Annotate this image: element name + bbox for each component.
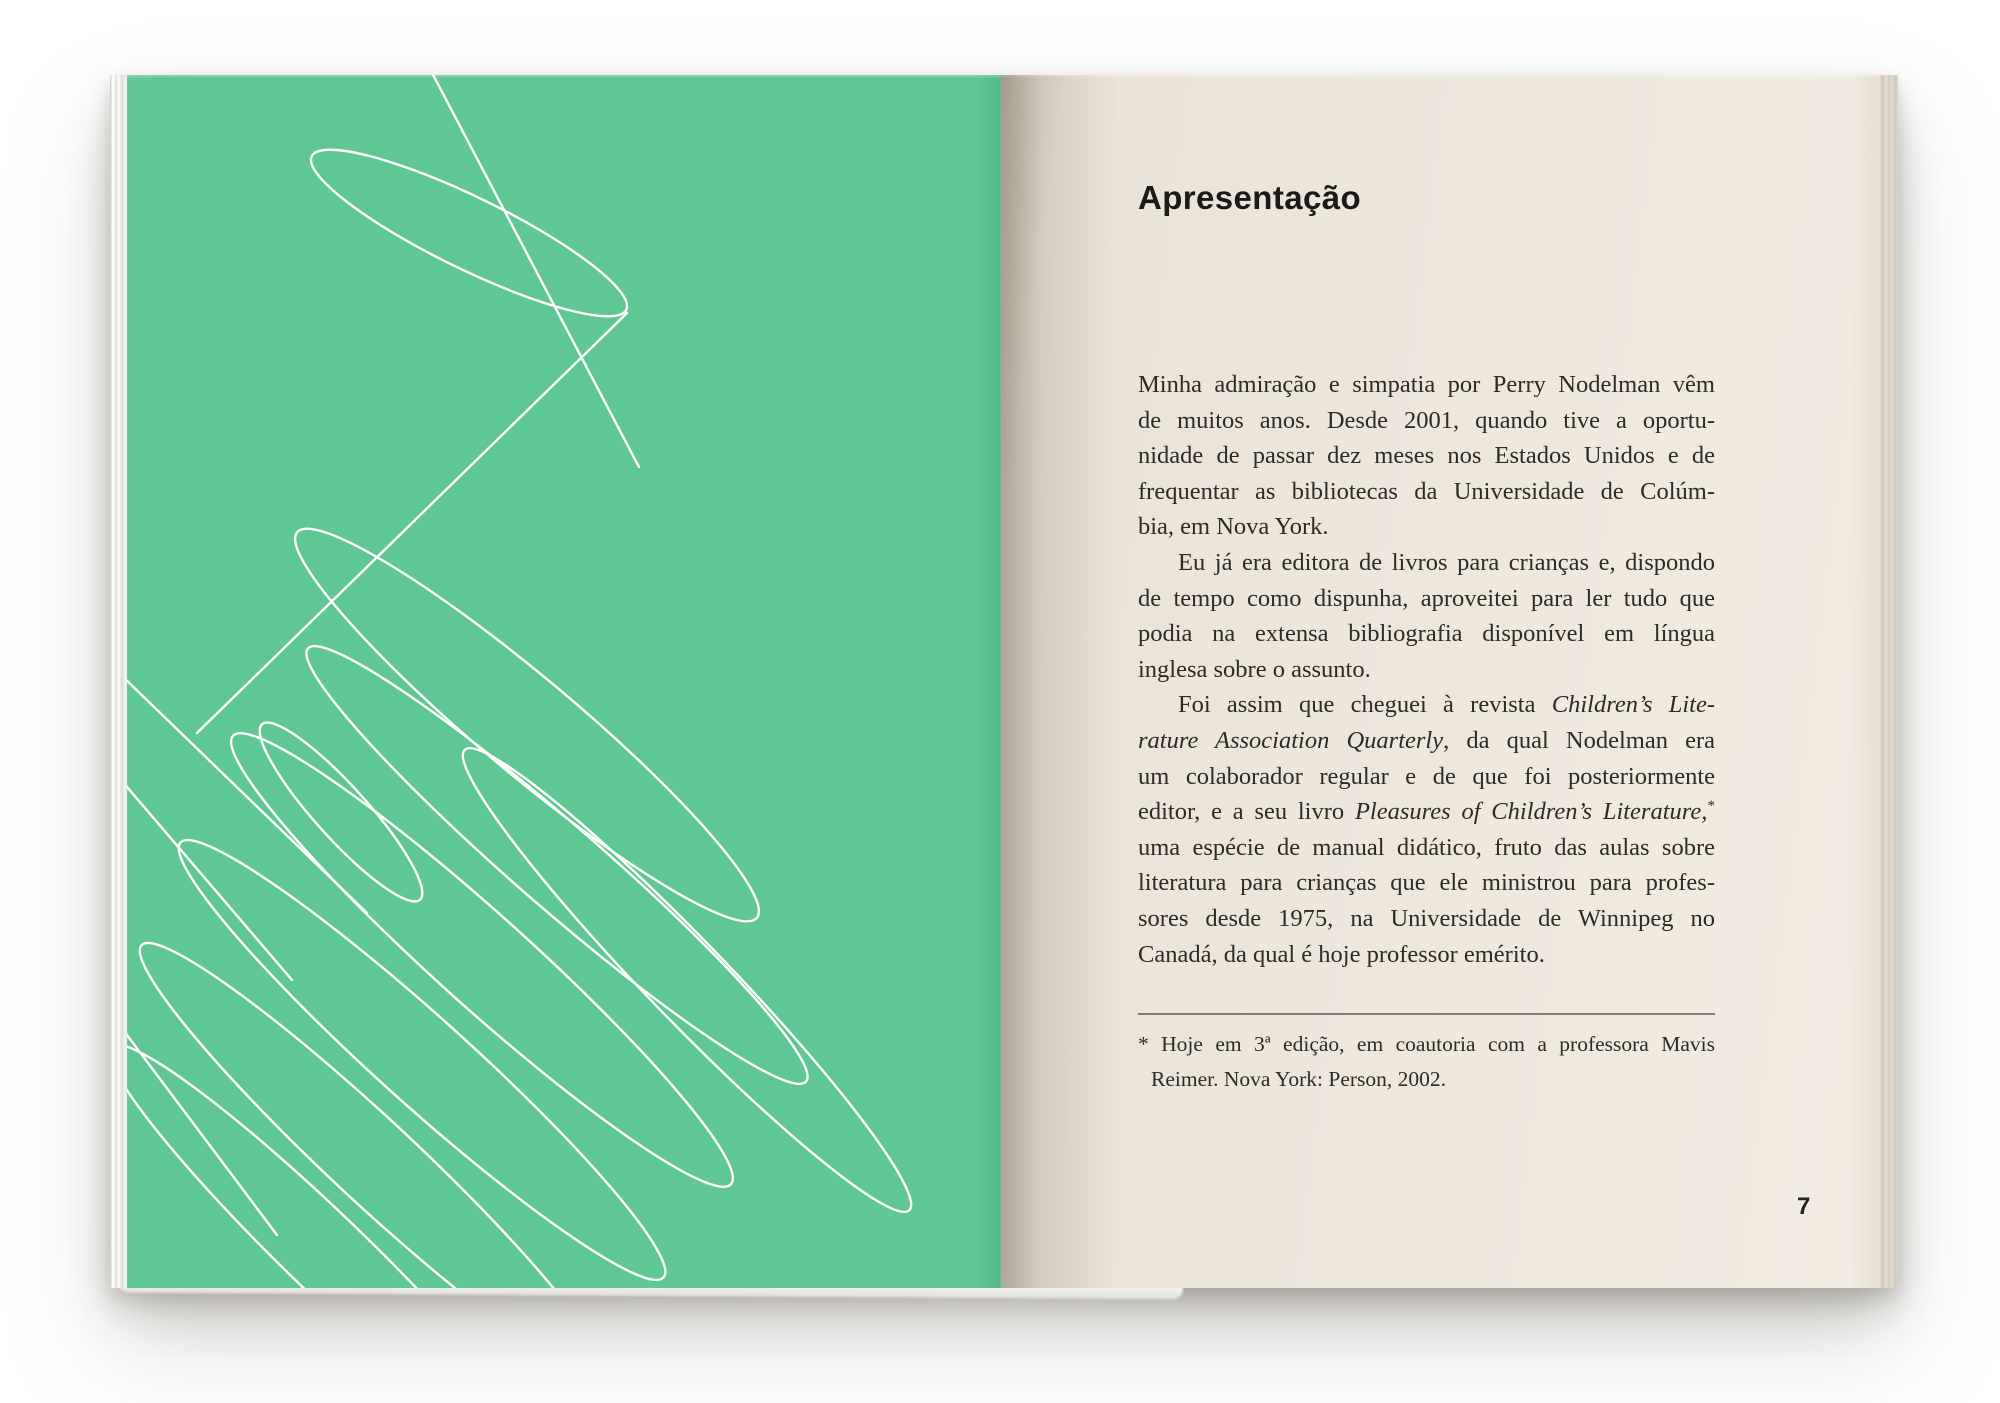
right-page-stack-edge [1880,75,1898,1288]
body-line [1138,509,1715,545]
text-segment: Children’s Lite- [1551,691,1715,719]
body-line [1138,723,1715,759]
text-segment: rature Association Quarterly [1138,726,1444,754]
footnote-line [1138,1062,1715,1097]
footnote-line [1138,1027,1715,1062]
text-segment: , da qual Nodelman era [1443,726,1715,754]
body-line [1138,759,1715,795]
page-title: Apresentação [1138,179,1362,216]
text-segment: de tempo como dispunha, aproveitei para ler tudo que [1138,584,1715,612]
body-line [1138,937,1715,973]
body-text [1138,367,1715,972]
body-line [1138,581,1715,617]
footnote-rule [1138,1013,1715,1015]
text-segment: Reimer. Nova York: Person, 2002. [1151,1066,1447,1091]
body-line [1138,616,1715,652]
body-line [1138,901,1715,937]
text-segment: Foi assim que cheguei à revista [1178,691,1552,719]
body-line [1138,474,1715,510]
body-line [1138,652,1715,688]
text-segment: podia na extensa bibliografia disponível em língua [1138,620,1715,648]
text-segment: * Hoje em 3ª edição, em coautoria com a professora Mavis [1138,1032,1715,1056]
right-page [1001,75,1880,1288]
text-segment: Pleasures of Children’s Literature, [1354,798,1708,826]
text-segment: uma espécie de manual didático, fruto das aulas sobre [1138,833,1715,861]
scribble-doodle-icon [127,75,1001,1288]
footnote [1138,1027,1715,1096]
text-segment: inglesa sobre o assunto. [1138,655,1371,683]
left-page [127,75,1001,1288]
text-segment: literatura para crianças que ele ministrou para profes- [1138,869,1715,897]
text-segment: bia, em Nova York. [1138,513,1329,541]
body-line [1138,865,1715,901]
body-line [1138,367,1715,403]
text-segment: Canadá, da qual é hoje professor emérito. [1138,940,1545,968]
body-line [1138,438,1715,474]
text-segment: * [1707,796,1715,814]
text-segment: nidade de passar dez meses nos Estados Unidos e de [1138,442,1715,470]
body-line [1138,687,1715,723]
body-line [1138,403,1715,439]
book-spread [110,75,1898,1288]
body-line [1138,830,1715,866]
body-line [1138,794,1715,830]
text-segment: Eu já era editora de livros para crianças e, dispondo [1178,548,1715,576]
body-line [1138,545,1715,581]
text-segment: um colaborador regular e de que foi posteriormente [1138,762,1715,790]
text-segment: de muitos anos. Desde 2001, quando tive a oportu- [1138,406,1715,434]
page-number: 7 [1797,1193,1811,1220]
text-segment: sores desde 1975, na Universidade de Winnipeg no [1138,904,1715,932]
left-page-stack-edge [110,75,127,1288]
text-segment: frequentar as bibliotecas da Universidade de Colúm- [1138,477,1715,505]
text-segment: editor, e a seu livro [1138,798,1355,826]
text-segment: Minha admiração e simpatia por Perry Nodelman vêm [1138,371,1715,398]
